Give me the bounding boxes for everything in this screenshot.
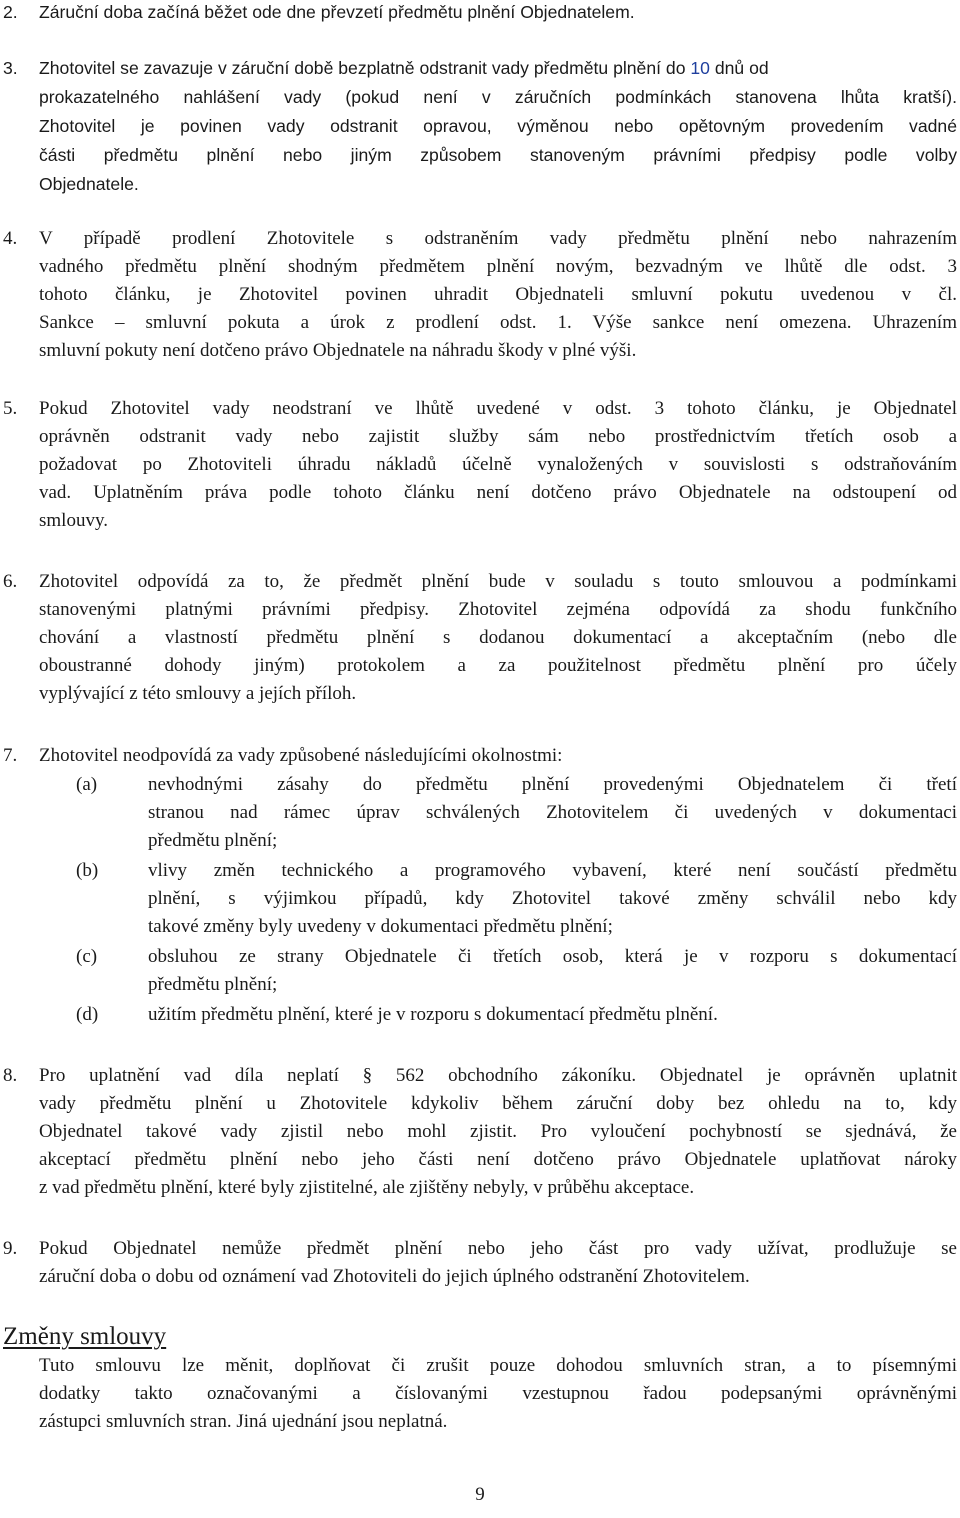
clause-number: 5. <box>3 398 18 419</box>
paragraph-line: dodatky takto označovanými a číslovanými vzestupnou řadou podepsanými oprávněnými <box>39 1383 957 1404</box>
clause-line-text: Zhotovitel se zavazuje v záruční době bezplatně odstranit vady předmětu plnění do <box>39 58 691 78</box>
clause-number: 3. <box>3 58 18 78</box>
section-heading: Změny smlouvy <box>3 1323 167 1350</box>
clause-line: smlouvy. <box>39 510 108 531</box>
clause-line: vadného předmětu plnění shodným předmětem plnění novým, bezvadným ve lhůtě dle odst. 3 <box>39 256 957 277</box>
subitem-label: (d) <box>76 1004 99 1025</box>
subitem-line: užitím předmětu plnění, které je v rozporu s dokumentací předmětu plnění. <box>148 1004 718 1025</box>
clause-number: 9. <box>3 1238 18 1259</box>
clause-line: Pro uplatnění vad díla neplatí § 562 obchodního zákoníku. Objednatel je oprávněn uplatnit <box>39 1065 957 1086</box>
clause-number: 8. <box>3 1065 18 1086</box>
clause-line: stanovenými platnými právními předpisy. Zhotovitel zejména odpovídá za shodu funkčního <box>39 599 957 620</box>
subitem-line: předmětu plnění; <box>148 974 278 995</box>
clause-line: Záruční doba začíná běžet ode dne převzetí předmětu plnění Objednatelem. <box>39 2 635 22</box>
clause-line: oboustranné dohody jiným) protokolem a za použitelnost předmětu plnění pro účely <box>39 655 957 676</box>
clause-line: z vad předmětu plnění, které byly zjistitelné, ale zjištěny nebyly, v průběhu akceptace. <box>39 1177 695 1198</box>
clause-line: Sankce – smluvní pokuta a úrok z prodlení odst. 1. Výše sankce není omezena. Uhrazením <box>39 312 957 333</box>
subitem-line: obsluhou ze strany Objednatele či třetích osob, která je v rozporu s dokumentací <box>148 946 957 967</box>
clause-line <box>39 58 957 79</box>
clause-line: části předmětu plnění nebo jiným způsobem stanoveným právními předpisy podle volby <box>39 145 957 165</box>
clause-line: vady předmětu plnění u Zhotovitele kdykoliv během záruční doby bez ohledu na to, kdy <box>39 1093 957 1114</box>
clause-line: Zhotovitel je povinen vady odstranit opravou, výměnou nebo opětovným provedením vadné <box>39 116 957 136</box>
page-number: 9 <box>475 1484 485 1505</box>
subitem-line: vlivy změn technického a programového vybavení, které není součástí předmětu <box>148 860 957 881</box>
clause-line: tohoto článku, je Zhotovitel povinen uhradit Objednateli smluvní pokutu uvedenou v čl. <box>39 284 957 305</box>
clause-line: vyplývající z této smlouvy a jejích příloh. <box>39 683 357 704</box>
paragraph-line: Tuto smlouvu lze měnit, doplňovat či zrušit pouze dohodou smluvních stran, a to písemnými <box>39 1355 957 1376</box>
subitem-label: (a) <box>76 774 98 795</box>
clause-line: chování a vlastností předmětu plnění s dodanou dokumentací a akceptačním (nebo dle <box>39 627 957 648</box>
clause-line-tail: dnů od <box>709 58 769 78</box>
clause-line: požadovat po Zhotoviteli úhradu nákladů účelně vynaložených v souvislosti s odstraňováním <box>39 454 957 475</box>
clause-line: Objednatele. <box>39 174 139 194</box>
paragraph-line: zástupci smluvních stran. Jiná ujednání jsou neplatná. <box>39 1411 448 1432</box>
clause-line: Pokud Zhotovitel vady neodstraní ve lhůtě uvedené v odst. 3 tohoto článku, je Objednatel <box>39 398 957 419</box>
clause-line: V případě prodlení Zhotovitele s odstraněním vady předmětu plnění nebo nahrazením <box>39 228 957 249</box>
clause-line: oprávněn odstranit vady nebo zajistit služby sám nebo prostřednictvím třetích osob a <box>39 426 957 447</box>
clause-number: 4. <box>3 228 18 249</box>
clause-line: prokazatelného nahlášení vady (pokud není v záručních podmínkách stanovena lhůta kratší). <box>39 87 957 107</box>
clause-number: 6. <box>3 571 18 592</box>
clause-line: Zhotovitel odpovídá za to, že předmět plnění bude v souladu s touto smlouvou a podmínkami <box>39 571 957 592</box>
subitem-line: předmětu plnění; <box>148 830 278 851</box>
clause-line: smluvní pokuty není dotčeno právo Objednatele na náhradu škody v plné výši. <box>39 340 637 361</box>
clause-line: Zhotovitel neodpovídá za vady způsobené následujícími okolnostmi: <box>39 745 563 766</box>
clause-line: akceptací předmětu plnění nebo jeho části není dotčeno právo Objednatele uplatňovat nároky <box>39 1149 957 1170</box>
subitem-label: (b) <box>76 860 99 881</box>
subitem-label: (c) <box>76 946 98 967</box>
subitem-line: plnění, s výjimkou případů, kdy Zhotovitel takové změny schválil nebo kdy <box>148 888 957 909</box>
clause-line: Objednatel takové vady zjistil nebo mohl zjistit. Pro vyloučení pochybností se sjednává, že <box>39 1121 957 1142</box>
clause-number: 7. <box>3 745 18 766</box>
subitem-line: nevhodnými zásahy do předmětu plnění provedenými Objednatelem či třetí <box>148 774 957 795</box>
clause-line: vad. Uplatněním práva podle tohoto článku není dotčeno právo Objednatele na odstoupení od <box>39 482 957 503</box>
deadline-days: 10 <box>690 58 710 78</box>
clause-line: Pokud Objednatel nemůže předmět plnění nebo jeho část pro vady užívat, prodlužuje se <box>39 1238 957 1259</box>
clause-number: 2. <box>3 2 18 22</box>
subitem-line: takové změny byly uvedeny v dokumentaci předmětu plnění; <box>148 916 613 937</box>
clause-line: záruční doba o dobu od oznámení vad Zhotoviteli do jejich úplného odstranění Zhotovitelem. <box>39 1266 750 1287</box>
subitem-line: stranou nad rámec úprav schválených Zhotovitelem či uvedených v dokumentaci <box>148 802 957 823</box>
